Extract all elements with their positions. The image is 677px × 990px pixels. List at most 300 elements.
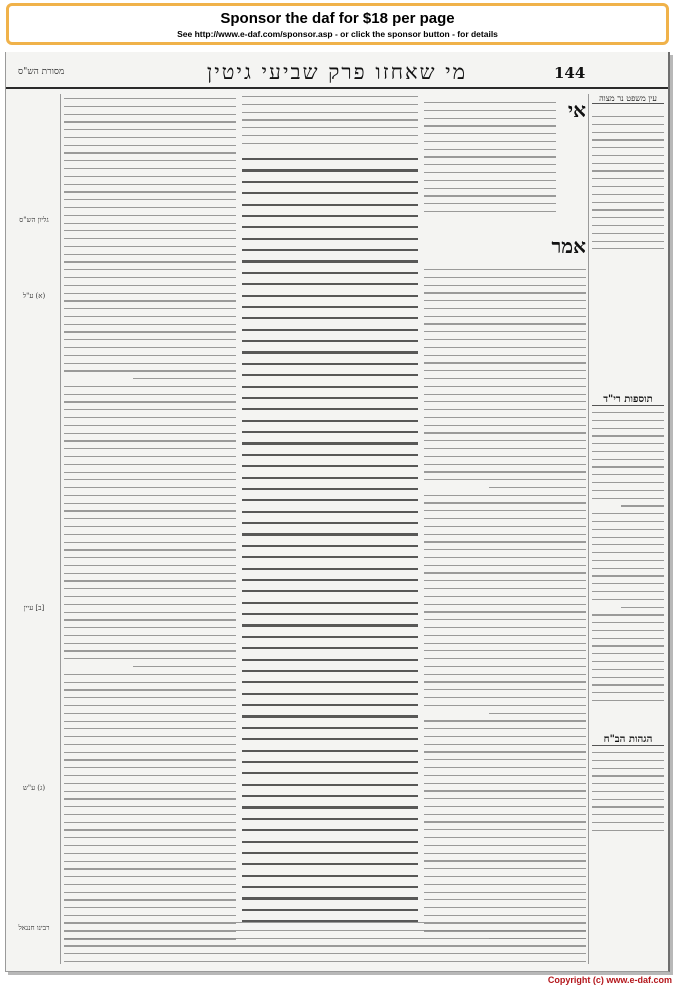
text-line [242,647,418,649]
text-line [424,518,586,519]
gemara-text [242,158,418,928]
text-line [64,510,236,511]
text-line [242,272,418,274]
text-line [242,135,418,136]
text-line [424,643,586,644]
text-line [424,689,586,690]
text-line [592,700,664,701]
text-line [592,537,664,538]
text-line [64,152,236,153]
text-line [242,852,418,854]
text-line [242,511,418,513]
text-line [64,643,236,644]
text-line [424,899,586,900]
text-line [64,433,236,434]
text-line [64,293,236,294]
text-line [424,180,556,181]
talmud-page [5,52,670,972]
right-margin-rule [588,94,589,964]
text-line [592,435,664,436]
text-line [64,791,236,792]
text-line [133,666,236,667]
text-line [64,363,236,364]
text-line [592,591,664,592]
text-line [424,316,586,317]
text-line [242,340,418,342]
text-line [64,961,586,962]
text-line [592,194,664,195]
text-line [424,323,586,324]
running-header: מי שאחזו פרק שביעי גיטין [206,60,468,84]
text-line [242,636,418,638]
text-line [242,215,418,217]
text-line [242,772,418,774]
text-line [242,545,418,547]
text-line [424,110,556,111]
text-line [592,677,664,678]
text-line [424,269,586,270]
ein-mishpat-title: עין משפט נר מצוה [592,94,664,104]
text-line [424,347,586,348]
text-line [64,783,236,784]
text-line [592,202,664,203]
text-line [424,479,586,480]
tosafot-text [64,98,236,948]
text-line [424,853,586,854]
text-line [424,892,586,893]
text-line [64,938,586,939]
text-line [424,425,586,426]
text-line [592,806,664,807]
text-line [424,355,586,356]
text-line [64,518,236,519]
text-line [242,96,418,97]
text-line [242,306,418,308]
text-line [592,420,664,421]
text-line [64,573,236,574]
text-line [242,181,418,183]
text-line [424,557,586,558]
text-line [242,624,418,626]
text-line [424,674,586,675]
text-line [592,466,664,467]
text-line [242,127,418,128]
text-line [592,653,664,654]
text-line [64,394,236,395]
text-line [424,798,586,799]
text-line [242,750,418,752]
rashi-text [424,102,556,222]
text-line [242,590,418,592]
text-line [242,829,418,831]
text-line [424,285,586,286]
text-line [242,681,418,683]
text-line [489,487,586,488]
text-line [424,658,586,659]
text-line [592,139,664,140]
text-line [242,112,418,113]
text-line [424,541,586,542]
text-line [592,412,664,413]
text-line [242,477,418,479]
text-line [64,542,236,543]
sponsor-subtitle[interactable]: See http://www.e-daf.com/sponsor.asp - or click the sponsor button - for details [177,29,498,39]
text-line [64,705,236,706]
text-line [242,727,418,729]
text-line [424,814,586,815]
text-line [242,192,418,194]
text-line [64,892,236,893]
text-line [64,285,236,286]
sponsor-title[interactable]: Sponsor the daf for $18 per page [220,10,455,27]
text-line [242,169,418,171]
text-line [592,791,664,792]
text-line [64,106,236,107]
text-line [64,588,236,589]
text-line [242,909,418,911]
hagahot-bach-title: הגהות הב"ח [592,734,664,746]
gemara-main-column [242,154,418,934]
text-line [242,249,418,251]
text-line [424,860,586,861]
text-line [592,132,664,133]
text-line [64,868,236,869]
text-line [64,168,236,169]
text-line [242,408,418,410]
text-line [424,456,586,457]
text-line [592,775,664,776]
text-line [242,522,418,524]
text-line [64,324,236,325]
text-line [424,495,586,496]
text-line [242,351,418,353]
text-line [592,428,664,429]
text-line [64,767,236,768]
text-line [592,599,664,600]
text-line [242,238,418,240]
text-line [64,596,236,597]
text-line [64,674,236,675]
text-line [592,147,664,148]
text-line [64,721,236,722]
text-line [242,533,418,535]
text-line [592,822,664,823]
text-line [64,759,236,760]
text-line [424,156,556,157]
text-line [64,331,236,332]
margin-note-b: [ב] עיין [23,604,45,612]
text-line [64,479,236,480]
text-line [64,184,236,185]
text-line [64,876,236,877]
text-line [592,814,664,815]
text-line [424,471,586,472]
text-line [64,650,236,651]
text-line [592,529,664,530]
text-line [64,612,236,613]
text-line [592,513,664,514]
text-line [242,374,418,376]
text-line [424,534,586,535]
text-line [424,705,586,706]
text-line [64,223,236,224]
text-line [592,760,664,761]
text-line [424,502,586,503]
copyright-footer: Copyright (c) www.e-daf.com [547,975,672,985]
text-line [64,899,236,900]
text-line [242,204,418,206]
text-line [242,420,418,422]
text-line [64,137,236,138]
text-line [592,163,664,164]
text-line [592,178,664,179]
text-line [424,744,586,745]
text-line [424,118,556,119]
text-line [592,692,664,693]
text-line [64,744,236,745]
text-line [424,728,586,729]
sponsor-banner[interactable] [6,3,669,45]
text-line [592,669,664,670]
text-line [64,129,236,130]
text-line [64,861,236,862]
text-line [242,704,418,706]
text-line [64,114,236,115]
text-line [64,853,236,854]
text-line [592,614,664,615]
ein-mishpat-column [592,94,664,914]
text-line [424,203,556,204]
text-line [424,611,586,612]
text-line [64,907,236,908]
header-rule [6,87,668,89]
text-line [242,488,418,490]
text-line [592,521,664,522]
text-line [242,761,418,763]
text-line [592,661,664,662]
text-line [424,526,586,527]
tosafot-rid-title: תוספות רי"ד [592,394,664,406]
text-line [424,580,586,581]
text-line [64,448,236,449]
text-line [64,269,236,270]
text-line [242,659,418,661]
text-line [424,588,586,589]
text-line [64,215,236,216]
text-line [242,143,418,144]
text-line [64,121,236,122]
text-line [592,225,664,226]
text-line [64,884,236,885]
text-line [64,207,236,208]
text-line [424,378,586,379]
text-line [242,715,418,717]
text-line [64,230,236,231]
text-line [424,195,556,196]
text-line [242,795,418,797]
text-line [64,417,236,418]
text-line [64,565,236,566]
text-line [592,490,664,491]
text-line [64,440,236,441]
text-line [242,317,418,319]
text-line [242,841,418,843]
text-line [242,738,418,740]
text-line [424,759,586,760]
text-line [592,186,664,187]
text-line [242,226,418,228]
text-line [592,622,664,623]
text-line [424,790,586,791]
text-line [64,534,236,535]
text-line [64,246,236,247]
rashi-column [424,94,586,954]
text-line [621,505,664,506]
text-line [64,386,236,387]
rabbeinu-chananel-note: רבינו חננאל [18,924,50,932]
text-line [242,260,418,262]
text-line [592,116,664,117]
text-line [242,693,418,695]
text-line [242,158,418,160]
text-line [424,868,586,869]
text-line [424,277,586,278]
text-line [424,720,586,721]
text-line [242,875,418,877]
text-line [64,689,236,690]
text-line [242,670,418,672]
text-line [424,339,586,340]
text-line [64,316,236,317]
text-line [242,454,418,456]
text-line [424,549,586,550]
text-line [64,347,236,348]
text-line [592,209,664,210]
text-line [424,604,586,605]
text-line [592,575,664,576]
text-line [592,248,664,249]
text-line [64,953,586,954]
text-line [64,922,586,923]
rashi-continued-text [424,269,586,949]
text-line [64,798,236,799]
text-line [242,568,418,570]
text-line [592,645,664,646]
text-line [424,331,586,332]
text-line [424,650,586,651]
text-line [64,472,236,473]
text-line [242,397,418,399]
text-line [242,897,418,899]
text-line [424,876,586,877]
text-line [489,713,586,714]
text-line [64,930,586,931]
text-line [424,829,586,830]
text-line [242,556,418,558]
text-line [242,119,418,120]
text-line [242,579,418,581]
text-line [242,104,418,105]
text-line [592,638,664,639]
text-line [424,806,586,807]
text-line [242,295,418,297]
text-line [592,830,664,831]
text-line [592,217,664,218]
text-line [592,241,664,242]
text-line [592,752,664,753]
text-line [64,199,236,200]
text-line [424,464,586,465]
text-line [242,886,418,888]
text-line [64,775,236,776]
text-line [592,630,664,631]
text-line [64,98,236,99]
text-line [64,822,236,823]
text-line [424,596,586,597]
text-line [424,635,586,636]
text-line [424,627,586,628]
text-line [424,141,556,142]
text-line [424,102,556,103]
text-line [592,474,664,475]
text-line [64,495,236,496]
text-line [424,172,556,173]
text-line [424,308,586,309]
text-line [592,170,664,171]
text-line [242,329,418,331]
text-line [64,697,236,698]
text-line [424,125,556,126]
text-line [592,568,664,569]
text-line [424,149,556,150]
tosafot-column [64,94,236,954]
text-line [424,572,586,573]
text-line [424,409,586,410]
text-line [592,498,664,499]
text-line [64,277,236,278]
margin-note-a: (א) ע"ל [22,292,46,300]
text-line [64,945,586,946]
text-line [592,684,664,685]
text-line [64,627,236,628]
text-line [64,736,236,737]
text-line [242,784,418,786]
text-line [424,884,586,885]
text-line [64,254,236,255]
text-line [424,775,586,776]
text-line [64,487,236,488]
text-line [424,767,586,768]
text-line [242,386,418,388]
text-line [424,370,586,371]
text-line [424,565,586,566]
text-line [64,845,236,846]
text-line [242,818,418,820]
text-line [64,619,236,620]
text-line [64,464,236,465]
text-line [64,806,236,807]
text-line [242,499,418,501]
folio-number: 144 [554,64,586,82]
tosafot-upper-text [242,96,418,148]
text-line [64,456,236,457]
text-line [424,164,556,165]
text-line [592,155,664,156]
left-margin-rule [60,94,61,964]
text-line [242,431,418,433]
text-line [64,829,236,830]
text-line [64,370,236,371]
